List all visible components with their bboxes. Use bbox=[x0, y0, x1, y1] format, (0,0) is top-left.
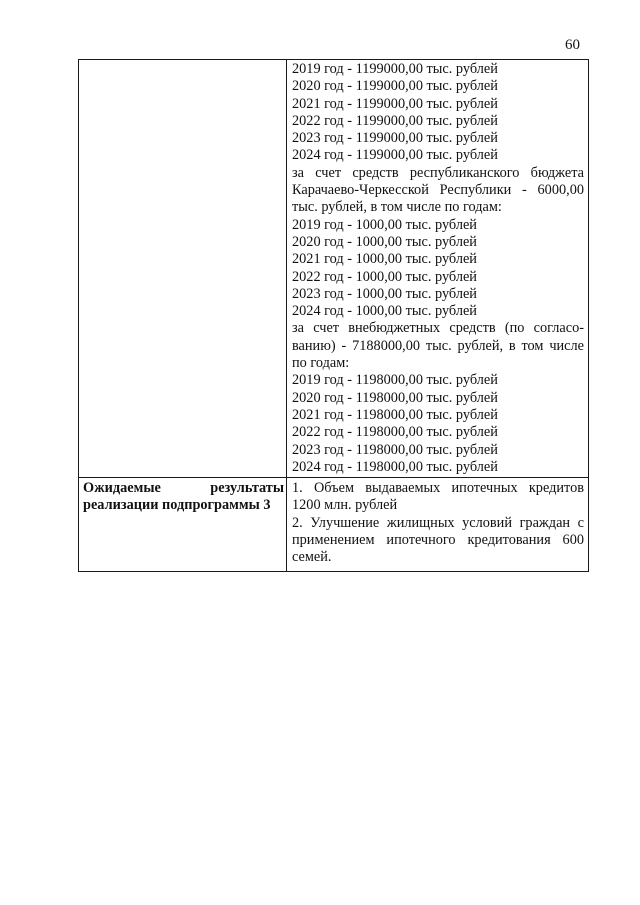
regional-year-line: 2023 год - 1000,00 тыс. рублей bbox=[292, 285, 477, 302]
extrabudget-year-line: 2022 год - 1198000,00 тыс. рублей bbox=[292, 424, 498, 441]
results-label: Ожидаемые результаты реализации подпрограммы 3 bbox=[83, 480, 284, 514]
regional-year-line: 2019 год - 1000,00 тыс. рублей bbox=[292, 216, 477, 233]
extrabudget-year-line: 2024 год - 1198000,00 тыс. рублей bbox=[292, 458, 498, 475]
regional-year-line: 2021 год - 1000,00 тыс. рублей bbox=[292, 251, 477, 268]
federal-year-line: 2019 год - 1199000,00 тыс. рублей bbox=[292, 61, 498, 77]
federal-year-line: 2020 год - 1199000,00 тыс. рублей bbox=[292, 78, 498, 95]
result-item-2: 2. Улучшение жилищных условий граждан с применением ипотечного кредитования 600 семей. bbox=[292, 514, 584, 566]
regional-year-line: 2022 год - 1000,00 тыс. рублей bbox=[292, 268, 477, 285]
program-table bbox=[78, 59, 589, 572]
table-cell-results-label bbox=[79, 478, 287, 571]
federal-year-line: 2021 год - 1199000,00 тыс. рублей bbox=[292, 95, 498, 112]
regional-year-line: 2024 год - 1000,00 тыс. рублей bbox=[292, 303, 477, 320]
table-row-funding bbox=[79, 60, 589, 478]
regional-year-line: 2020 год - 1000,00 тыс. рублей bbox=[292, 233, 477, 250]
extrabudget-intro: за счет внебюджетных средств (по согласованию) - 7188000,00 тыс. рублей, в том числе по годам: bbox=[292, 320, 584, 372]
table-cell-label-empty bbox=[79, 60, 287, 478]
extrabudget-year-line: 2021 год - 1198000,00 тыс. рублей bbox=[292, 406, 498, 423]
extrabudget-year-line: 2020 год - 1198000,00 тыс. рублей bbox=[292, 389, 498, 406]
regional-budget-intro: за счет средств республиканского бюджета Карачаево-Черкесской Республики - 6000,00 тыс. рублей, в том числе по годам: bbox=[292, 164, 584, 216]
page-number: 60 bbox=[565, 37, 580, 53]
federal-year-line: 2024 год - 1199000,00 тыс. рублей bbox=[292, 147, 498, 164]
table-row-results bbox=[79, 478, 589, 571]
table-cell-funding bbox=[287, 60, 589, 478]
result-item-1: 1. Объем выдаваемых ипотечных кредитов 1200 млн. рублей bbox=[292, 480, 584, 514]
federal-year-line: 2022 год - 1199000,00 тыс. рублей bbox=[292, 112, 498, 129]
extrabudget-year-line: 2023 год - 1198000,00 тыс. рублей bbox=[292, 441, 498, 458]
table-cell-results bbox=[287, 478, 589, 571]
federal-year-line: 2023 год - 1199000,00 тыс. рублей bbox=[292, 130, 498, 147]
extrabudget-year-line: 2019 год - 1198000,00 тыс. рублей bbox=[292, 372, 498, 389]
